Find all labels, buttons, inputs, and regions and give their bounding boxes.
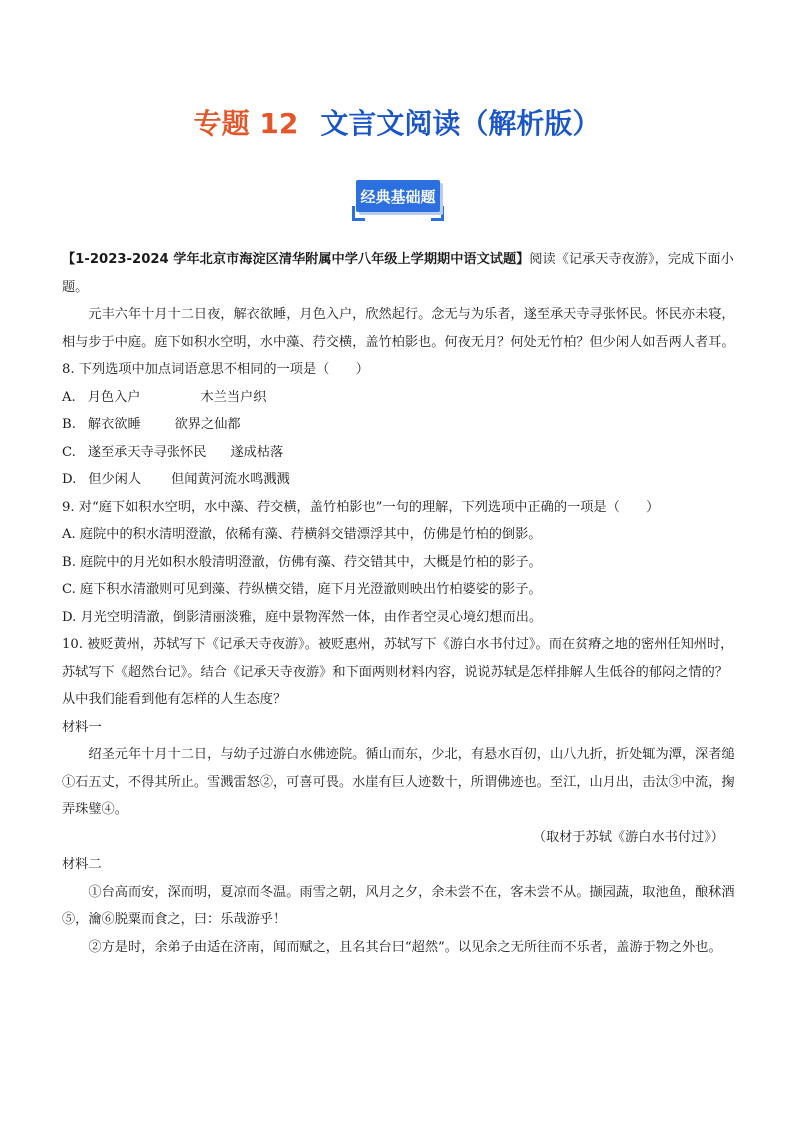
title-edition: （解析版） — [460, 107, 601, 140]
q10-stem: 10. 被贬黄州，苏轼写下《记承天寺夜游》。被贬惠州，苏轼写下《游白水书付过》。而在贫瘠之地的密州任知州时，苏轼写下《超然台记》。结合《记承天寺夜游》和下面两则材料内容，说说苏轼是怎样排解人生低谷的郁闷之情的？从中我们能看到他有怎样的人生态度？ — [62, 637, 734, 707]
q9-option-b: B. 庭院中的月光如积水般清明澄澈，仿佛有藻、荇交错其中，大概是竹柏的影子。 — [62, 554, 542, 570]
q9-option-c: C. 庭下积水清澈则可见到藻、荇纵横交错，庭下月光澄澈则映出竹柏婆娑的影子。 — [62, 582, 542, 597]
q9-stem: 9. 对“庭下如积水空明，水中藻、荇交横，盖竹柏影也”一句的理解，下列选项中正确的一项是（ ） — [62, 499, 660, 515]
material1-source: （取材于苏轼《游白水书付过》） — [532, 829, 724, 845]
material1-text: 绍圣元年十月十二日，与幼子过游白水佛迹院。循山而东，少北，有悬水百仞，山八九折，折处辄为潭，深者缒①石五丈，不得其所止。雪溅雷怒②，可喜可畏。水崖有巨人迹数十，所谓佛迹也。至江，山月出，击汰③中流，掬弄珠璧④。 — [62, 747, 735, 817]
document-body — [62, 246, 738, 961]
section-badge — [356, 180, 440, 216]
q9-option-a: A. 庭院中的积水清明澄澈，依稀有藻、荇横斜交错漂浮其中，仿佛是竹柏的倒影。 — [62, 527, 542, 542]
q8-option-b: B. 解衣欲睡 欲界之仙都 — [62, 417, 241, 432]
passage-text: 元丰六年十月十二日夜，解衣欲睡，月色入户，欣然起行。念无与为乐者，遂至承天寺寻张怀民。怀民亦未寝，相与步于中庭。庭下如积水空明，水中藻、荇交横，盖竹柏影也。何夜无月？何处无竹柏？但少闲人如吾两人者耳。 — [62, 307, 735, 350]
material2-heading: 材料二 — [62, 857, 102, 872]
material2-para1: ①台高而安，深而明，夏凉而冬温。雨雪之朝，风月之夕，余未尝不在，客未尝不从。撷园蔬，取池鱼，酿秫酒⑤，瀹⑥脱粟而食之，曰：乐哉游乎！ — [62, 884, 735, 927]
exam-source: 【1-2023-2024 学年北京市海淀区清华附属中学八年级上学期期中语文试题】 — [62, 252, 530, 267]
intro-instruction: 阅读《记承天寺夜游》，完成下面小题。 — [62, 252, 734, 295]
page-title — [0, 104, 794, 144]
material2-para2: ②方是时，余弟子由适在济南，闻而赋之，且名其台曰“超然”。以见余之无所往而不乐者，盖游于物之外也。 — [88, 939, 722, 955]
section-badge-label: 经典基础题 — [356, 180, 440, 212]
title-topic-name: 文言文阅读 — [320, 107, 461, 140]
q8-option-a: A. 月色入户 木兰当户织 — [62, 389, 267, 405]
q8-option-d: D. 但少闲人 但闻黄河流水鸣溅溅 — [62, 472, 290, 487]
q9-option-d: D. 月光空明清澈，倒影清丽淡雅，庭中景物浑然一体，由作者空灵心境幻想而出。 — [62, 609, 543, 625]
material1-heading: 材料一 — [62, 719, 102, 735]
title-topic-number: 专题 12 — [193, 107, 299, 140]
q8-option-c: C. 遂至承天寺寻张怀民 遂成枯落 — [62, 444, 284, 460]
q8-stem: 8. 下列选项中加点词语意思不相同的一项是（ ） — [62, 362, 369, 377]
intro-paragraph — [62, 246, 738, 301]
